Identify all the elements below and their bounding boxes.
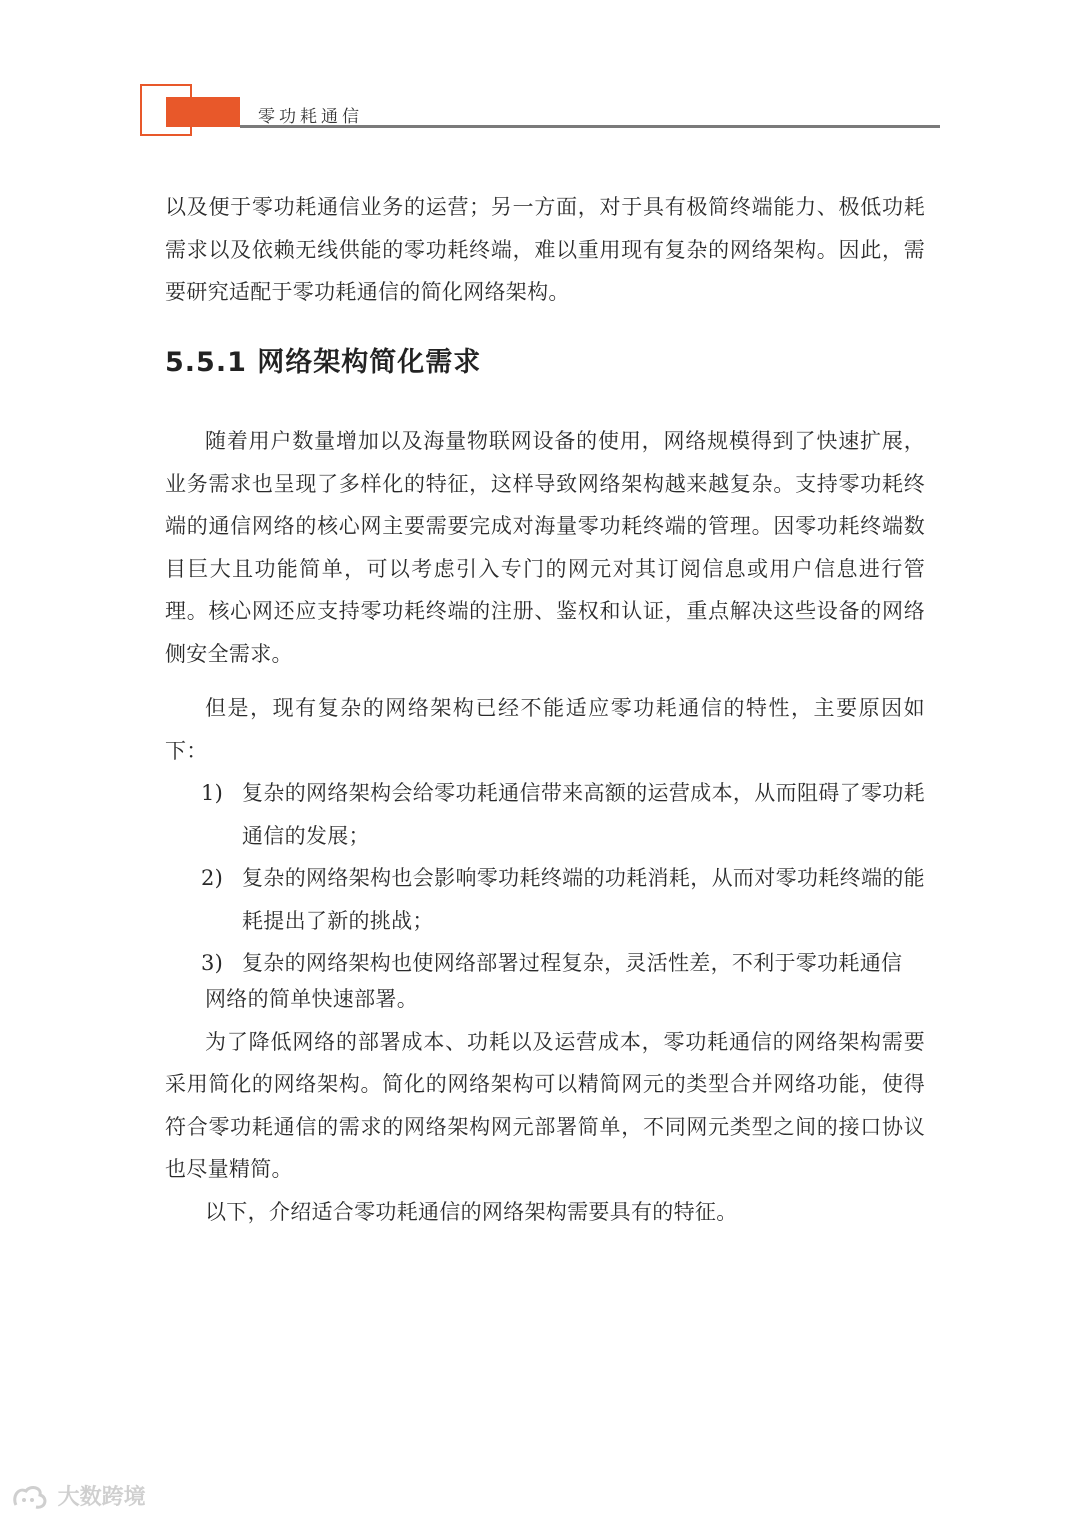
list-text: 复杂的网络架构也使网络部署过程复杂，灵活性差，不利于零功耗通信 xyxy=(242,951,903,975)
running-header-title: 零功耗通信 xyxy=(258,107,363,127)
watermark-text: 大数跨境 xyxy=(57,1485,146,1510)
paragraph-5: 以下，介绍适合零功耗通信的网络架构需要具有的特征。 xyxy=(205,1199,738,1224)
list-item-1 xyxy=(165,772,925,857)
paragraph-4: 为了降低网络的部署成本、功耗以及运营成本，零功耗通信的网络架构需要采用简化的网络架构。简化的网络架构可以精简网元的类型合并网络功能，使得符合零功耗通信的需求的网络架构网元部署简单，不同网元类型之间的接口协议也尽量精简。 xyxy=(165,1029,925,1181)
paragraph-3-continued: 网络的简单快速部署。 xyxy=(205,987,418,1011)
intro-paragraph: 以及便于零功耗通信业务的运营；另一方面，对于具有极简终端能力、极低功耗需求以及依赖无线供能的零功耗终端，难以重用现有复杂的网络架构。因此，需要研究适配于零功耗通信的简化网络架构。 xyxy=(165,195,925,304)
list-text: 复杂的网络架构也会影响零功耗终端的功耗消耗，从而对零功耗终端的能耗提出了新的挑战； xyxy=(242,866,925,933)
watermark xyxy=(10,1480,146,1513)
section-heading: 5.5.1 网络架构简化需求 xyxy=(165,347,482,378)
watermark-logo-icon xyxy=(10,1483,50,1513)
paragraph-1: 随着用户数量增加以及海量物联网设备的使用，网络规模得到了快速扩展，业务需求也呈现了多样化的特征，这样导致网络架构越来越复杂。支持零功耗终端的通信网络的核心网主要需要完成对海量零功耗终端的管理。因零功耗终端数目巨大且功能简单，可以考虑引入专门的网元对其订阅信息或用户信息进行管理。核心网还应支持零功耗终端的注册、鉴权和认证，重点解决这些设备的网络侧安全需求。 xyxy=(165,429,925,666)
list-number: 2) xyxy=(201,866,224,890)
paragraph-2: 但是，现有复杂的网络架构已经不能适应零功耗通信的特性，主要原因如下： xyxy=(165,696,925,763)
list-text: 复杂的网络架构会给零功耗通信带来高额的运营成本，从而阻碍了零功耗通信的发展； xyxy=(242,781,925,848)
header-accent-bar xyxy=(166,97,240,127)
intro-block xyxy=(165,186,925,314)
continued-body xyxy=(165,978,925,1233)
list-item-2 xyxy=(165,857,925,942)
section-body xyxy=(165,420,925,985)
list-number: 1) xyxy=(201,781,224,805)
list-number: 3) xyxy=(201,951,224,975)
